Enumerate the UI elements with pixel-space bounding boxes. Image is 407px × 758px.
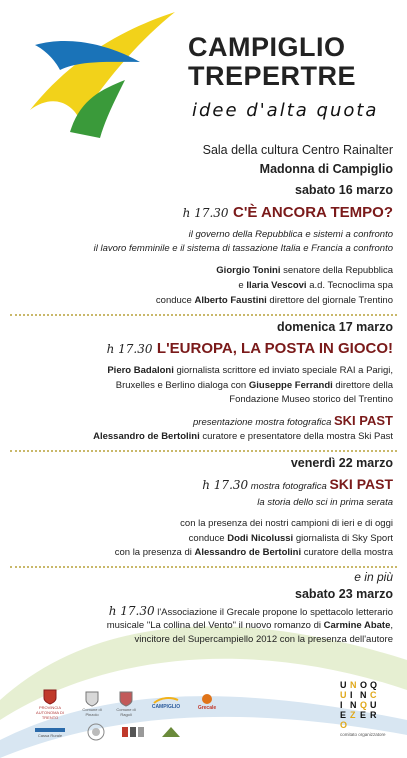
event2-title: L'EUROPA, LA POSTA IN GIOCO! [156,340,393,357]
committee-letter: Q [360,700,368,710]
author-name: Carmine Abate [323,620,391,631]
committee-letter: U [370,700,377,710]
trentino-logo [158,722,184,742]
extra-label: e in più [354,570,393,584]
committee-letter: N [350,680,357,690]
committee-letter: Z [350,710,356,720]
guest-role: a.d. Tecnoclima spa [306,280,393,291]
event2-hour: h 17.30 [106,342,153,356]
host-prefix: conduce [155,295,195,306]
committee-letter: Q [370,680,378,690]
committee-letter: E [360,710,367,720]
guest-role: direttore della [332,380,393,391]
curator-role: curatore e presentatore della mostra Ski Past [199,431,393,442]
line-prefix: conduce [188,533,228,544]
committee-letter: C [370,690,377,700]
committee-label: comitato organizzatore [340,732,386,737]
event2-line1 [107,365,393,377]
museo-logo [118,722,148,742]
event3-line2 [189,533,393,545]
guest-name: Alessandro de Bertolini [194,547,302,558]
host-role: giornalista di Sky Sport [293,533,393,544]
committee-letter: E [340,710,347,720]
committee-letters [340,680,390,730]
extra-line2 [107,620,393,632]
logo-text: Cassa Rurale [37,732,63,738]
event1-date: sabato 16 marzo [295,183,393,197]
venue-line2: Madonna di Campiglio [259,162,393,176]
committee-letter: I [340,700,343,710]
event1-heading [183,204,393,222]
divider [10,450,397,452]
event1-hour: h 17.30 [182,206,229,220]
guest-role: senatore della Repubblica [280,265,393,276]
guest-prefix: e [238,280,247,291]
curator-name: Alessandro de Bertolini [93,431,200,442]
committee-letter: O [340,720,348,730]
host-name: Alberto Faustini [194,295,267,306]
comune-ragoli-crest [112,688,140,720]
event1-sub2: il lavoro femminile e il sistema di tassazione Italia e Francia a confronto [93,243,393,254]
grecale-logo [190,688,224,716]
committee-letter: O [360,680,368,690]
committee-logo [340,680,390,737]
logo-text: Grecale [197,705,217,711]
extra-hour: h 17.30 [108,604,155,618]
extra-line3: vincitore del Supercampiello 2012 con la presenza dell'autore [134,634,393,645]
guest-role: curatore della mostra [301,547,393,558]
committee-letter: N [350,700,357,710]
line-prefix: con la presenza di [114,547,195,558]
event2-expo [193,412,393,430]
committee-letter: U [340,680,347,690]
expo-prefix: presentazione mostra fotografica [193,417,334,428]
campiglio-logo [148,692,184,714]
event2-line3: Fondazione Museo storico del Trentino [229,394,393,405]
line-suffix: , [390,620,393,631]
guest-name: Giorgio Tonini [216,265,281,276]
event2-heading [107,340,393,358]
event2-line2 [116,380,393,392]
host-name: Dodi Nicolussi [227,533,294,544]
line-prefix: musicale "La collina del Vento" il nuovo romanzo di [106,620,324,631]
event3-heading [202,476,393,494]
seal-logo [84,720,108,744]
guest-role: giornalista scrittore ed inviato speciale RAI a Parigi, [173,365,393,376]
event1-guest2 [238,280,393,292]
event2-date: domenica 17 marzo [276,320,393,334]
event1-title: C'È ANCORA TEMPO? [233,204,393,221]
extra-line1 [109,604,393,619]
guest-name: Ilaria Vescovi [246,280,307,291]
committee-letter: U [340,690,347,700]
divider [10,566,397,568]
host-role: direttore del giornale Trentino [266,295,393,306]
event3-hour: h 17.30 [202,478,249,492]
guest-name: Giuseppe Ferrandi [248,380,333,391]
event2-curator [93,431,393,443]
tagline: idee d'alta quota [192,100,379,121]
committee-letter: N [360,690,367,700]
event1-host [156,295,393,307]
extra-text: l'Associazione il Grecale propone lo spettacolo letterario [154,607,393,618]
venue-line1: Sala della cultura Centro Rainalter [202,143,393,157]
expo-title: SKI PAST [334,413,393,428]
logo-text: Comune di Ragoli [116,707,136,717]
event1-guest1 [216,265,393,277]
event1-sub1: il governo della Repubblica e sistemi a confronto [188,229,393,240]
committee-letter: I [350,690,353,700]
logo-text: CAMPIGLIO [151,704,181,710]
event3-title: SKI PAST [329,476,393,492]
brand-line1: CAMPIGLIO [188,32,346,62]
event3-prefix: mostra fotografica [248,481,330,492]
brand-line2: TREPERTRE [188,61,357,91]
line-prefix: Bruxelles e Berlino dialoga con [115,380,249,391]
logo-text: PROVINCIA AUTONOMA DI TRENTO [36,704,64,720]
committee-letter: R [370,710,377,720]
event3-date: venerdì 22 marzo [290,456,393,470]
extra-date: sabato 23 marzo [295,587,393,601]
logo-text: Comune di Pinzolo [82,707,102,717]
event3-sub: la storia dello sci in prima serata [257,497,393,508]
cassa-rurale-logo [30,722,70,742]
provincia-autonoma-trento-logo [30,688,70,720]
divider [10,314,397,316]
event3-line1: con la presenza dei nostri campioni di ieri e di oggi [180,518,393,529]
guest-name: Piero Badaloni [107,365,174,376]
comune-pinzolo-crest [78,688,106,720]
event3-line3 [115,547,393,559]
